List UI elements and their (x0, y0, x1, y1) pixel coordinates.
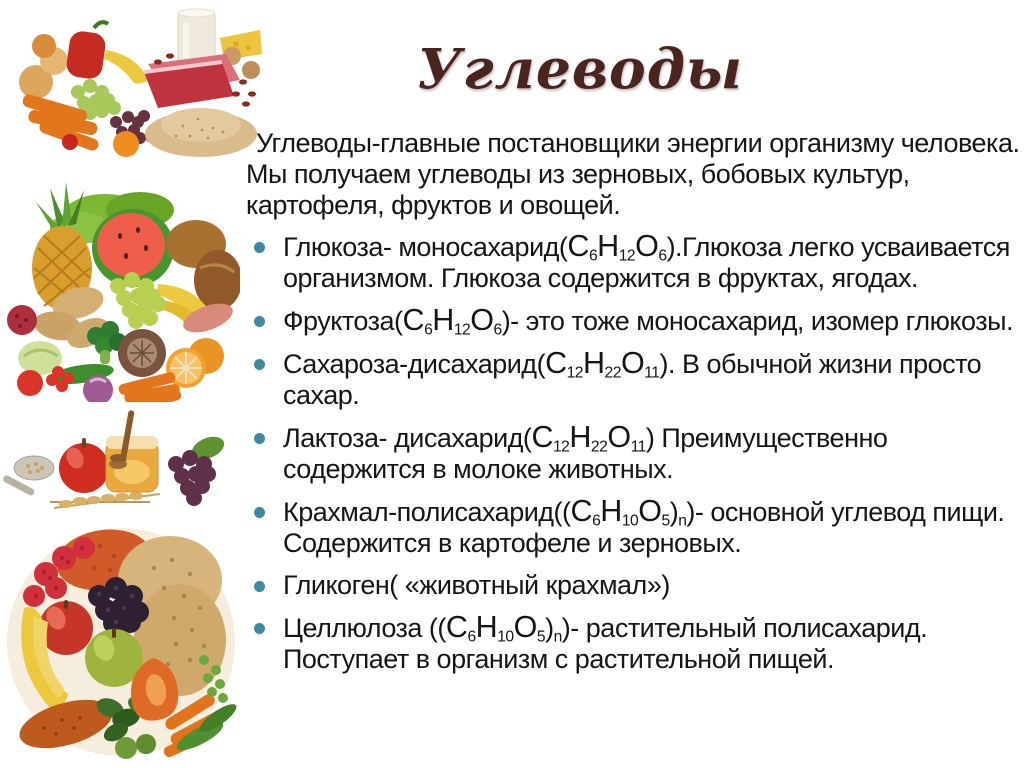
bullet-marker-icon (254, 316, 265, 327)
bullet-item-lactose (246, 422, 1024, 485)
bullet-marker-icon (254, 623, 265, 634)
spoon-with-grain (2, 456, 54, 497)
bullet-text: Лактоза- $дисахарид(C_{12}H_{22}O_{11})$ Преимущественно содержится в молоке животных. (283, 420, 888, 484)
green-grapes (110, 272, 166, 329)
mushroom (118, 329, 166, 377)
photo-mixed-food-groups (8, 4, 266, 162)
carrots (118, 371, 183, 402)
bullet-text: $Фруктоза(C_6H_{12}O_6)-$ это тоже моносахарид, изомер глюкозы. (283, 303, 1014, 339)
bullet-list (246, 231, 1024, 675)
photo-honey-apple-grapes-wheat (0, 406, 234, 516)
apple (59, 438, 109, 493)
bullet-item-starch (246, 496, 1024, 559)
bullet-item-fructose (246, 305, 1024, 337)
bullet-item-sucrose (246, 348, 1024, 411)
bullet-text: Целлюлоза $((C_6H_{10}O_5)_n)-$ растительный полисахарид. Поступает в организм с растительной пищей. (283, 610, 928, 674)
grape-cluster (168, 432, 228, 506)
bullet-item-glycogen (246, 570, 1024, 601)
intro-paragraph: Углеводы-главные постановщики энергии организму человека. Мы получаем углеводы из зерновых, бобовых культур, картофеля, фруктов и овощей. (246, 128, 1020, 220)
bullet-item-glucose (246, 231, 1024, 294)
bullet-text: Крахмал-$полисахарид((C_6H_{10}O_5)_n)-$ основной углевод пищи. Содержится в картофеле и зерновых. (283, 494, 1005, 558)
photo-food-circle (4, 518, 238, 766)
honey-jar-with-dipper (106, 410, 158, 492)
milk-meat-grain-group (144, 9, 262, 157)
bullet-marker-icon (254, 433, 265, 444)
photo-fruits-vegetables-pile (0, 168, 240, 402)
bullet-marker-icon (254, 581, 265, 592)
bullet-marker-icon (254, 242, 265, 253)
bullet-text: Гликоген( «животный крахмал») (283, 570, 670, 600)
bullet-item-cellulose (246, 612, 1024, 675)
bullet-text: Сахароза-$дисахарид(C_{12}H_{22}O_{11})$. В обычной жизни просто сахар. (283, 346, 982, 410)
page-title: Углеводы (417, 36, 743, 101)
bullet-marker-icon (254, 507, 265, 518)
vegetable-pile (19, 22, 159, 157)
bullet-marker-icon (254, 359, 265, 370)
slide-body (246, 128, 1024, 686)
bullet-text: Глюкоза- $моносахарид(C_6H_{12}O_6).Глюкоза$ легко усваивается организмом. Глюкоза содержится в фруктах, ягодах. (283, 229, 1010, 293)
wheat-ears (50, 492, 160, 508)
